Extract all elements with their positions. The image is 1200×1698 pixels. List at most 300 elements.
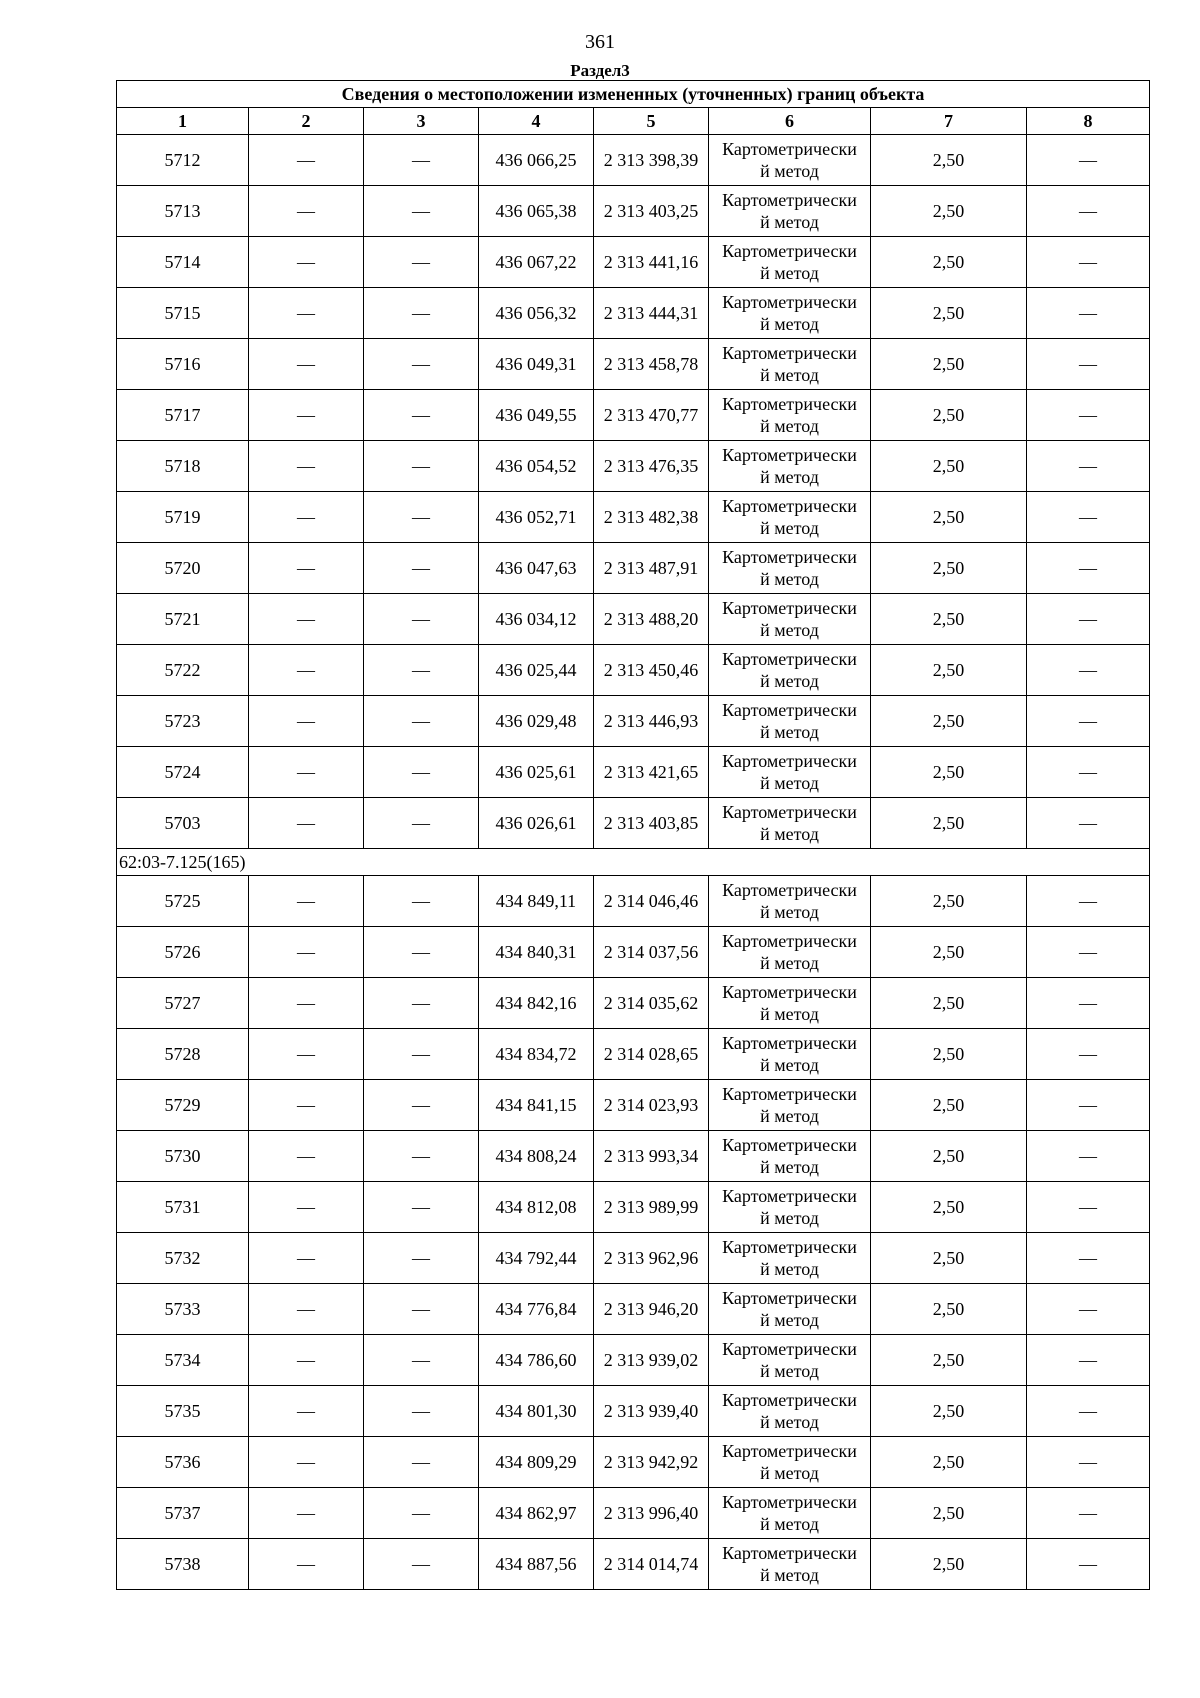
accuracy-cell: 2,50 bbox=[871, 1386, 1027, 1437]
method-line2: й метод bbox=[760, 1259, 819, 1279]
table-row bbox=[117, 390, 1150, 441]
column-header: 2 bbox=[249, 108, 364, 135]
y-coordinate-cell: 2 313 962,96 bbox=[594, 1233, 709, 1284]
method-cell bbox=[709, 1131, 871, 1182]
method-line2: й метод bbox=[760, 518, 819, 538]
accuracy-cell: 2,50 bbox=[871, 876, 1027, 927]
table-row bbox=[117, 543, 1150, 594]
col8-cell: — bbox=[1027, 1539, 1150, 1590]
col3-cell: — bbox=[364, 1182, 479, 1233]
y-coordinate-cell: 2 313 441,16 bbox=[594, 237, 709, 288]
col8-cell: — bbox=[1027, 288, 1150, 339]
col3-cell: — bbox=[364, 135, 479, 186]
method-cell bbox=[709, 492, 871, 543]
col2-cell: — bbox=[249, 645, 364, 696]
col2-cell: — bbox=[249, 1488, 364, 1539]
x-coordinate-cell: 434 841,15 bbox=[479, 1080, 594, 1131]
x-coordinate-cell: 436 056,32 bbox=[479, 288, 594, 339]
col3-cell: — bbox=[364, 339, 479, 390]
accuracy-cell: 2,50 bbox=[871, 1284, 1027, 1335]
y-coordinate-cell: 2 313 446,93 bbox=[594, 696, 709, 747]
table-row bbox=[117, 1080, 1150, 1131]
x-coordinate-cell: 434 808,24 bbox=[479, 1131, 594, 1182]
point-number-cell: 5715 bbox=[117, 288, 249, 339]
point-number-cell: 5716 bbox=[117, 339, 249, 390]
x-coordinate-cell: 434 776,84 bbox=[479, 1284, 594, 1335]
point-number-cell: 5734 bbox=[117, 1335, 249, 1386]
col3-cell: — bbox=[364, 1488, 479, 1539]
method-cell bbox=[709, 645, 871, 696]
table-row bbox=[117, 339, 1150, 390]
col2-cell: — bbox=[249, 747, 364, 798]
point-number-cell: 5721 bbox=[117, 594, 249, 645]
method-line2: й метод bbox=[760, 671, 819, 691]
y-coordinate-cell: 2 313 942,92 bbox=[594, 1437, 709, 1488]
method-line1: Картометрически bbox=[722, 241, 857, 261]
accuracy-cell: 2,50 bbox=[871, 594, 1027, 645]
col8-cell: — bbox=[1027, 978, 1150, 1029]
method-line1: Картометрически bbox=[722, 1339, 857, 1359]
col2-cell: — bbox=[249, 1539, 364, 1590]
col2-cell: — bbox=[249, 1284, 364, 1335]
col2-cell: — bbox=[249, 1233, 364, 1284]
x-coordinate-cell: 434 887,56 bbox=[479, 1539, 594, 1590]
table-row bbox=[117, 978, 1150, 1029]
x-coordinate-cell: 436 066,25 bbox=[479, 135, 594, 186]
col2-cell: — bbox=[249, 135, 364, 186]
table-row bbox=[117, 1335, 1150, 1386]
col2-cell: — bbox=[249, 186, 364, 237]
method-line2: й метод bbox=[760, 263, 819, 283]
point-number-cell: 5738 bbox=[117, 1539, 249, 1590]
col3-cell: — bbox=[364, 390, 479, 441]
table-row bbox=[117, 645, 1150, 696]
group-label: 62:03-7.125(165) bbox=[117, 849, 1150, 876]
column-header: 8 bbox=[1027, 108, 1150, 135]
col2-cell: — bbox=[249, 1437, 364, 1488]
method-line1: Картометрически bbox=[722, 139, 857, 159]
col2-cell: — bbox=[249, 1080, 364, 1131]
method-line1: Картометрически bbox=[722, 598, 857, 618]
method-cell bbox=[709, 1284, 871, 1335]
method-line1: Картометрически bbox=[722, 931, 857, 951]
point-number-cell: 5735 bbox=[117, 1386, 249, 1437]
x-coordinate-cell: 436 034,12 bbox=[479, 594, 594, 645]
method-line1: Картометрически bbox=[722, 1441, 857, 1461]
col8-cell: — bbox=[1027, 492, 1150, 543]
accuracy-cell: 2,50 bbox=[871, 390, 1027, 441]
y-coordinate-cell: 2 314 023,93 bbox=[594, 1080, 709, 1131]
method-line2: й метод bbox=[760, 416, 819, 436]
method-line1: Картометрически bbox=[722, 751, 857, 771]
method-line2: й метод bbox=[760, 365, 819, 385]
method-cell bbox=[709, 135, 871, 186]
method-line2: й метод bbox=[760, 722, 819, 742]
col2-cell: — bbox=[249, 798, 364, 849]
table-row bbox=[117, 696, 1150, 747]
table-row bbox=[117, 747, 1150, 798]
point-number-cell: 5727 bbox=[117, 978, 249, 1029]
method-line2: й метод bbox=[760, 1361, 819, 1381]
method-cell bbox=[709, 237, 871, 288]
col2-cell: — bbox=[249, 390, 364, 441]
column-header: 4 bbox=[479, 108, 594, 135]
method-line2: й метод bbox=[760, 773, 819, 793]
x-coordinate-cell: 434 792,44 bbox=[479, 1233, 594, 1284]
col8-cell: — bbox=[1027, 1131, 1150, 1182]
point-number-cell: 5717 bbox=[117, 390, 249, 441]
method-line1: Картометрически bbox=[722, 292, 857, 312]
method-line1: Картометрически bbox=[722, 700, 857, 720]
method-line1: Картометрически bbox=[722, 1186, 857, 1206]
method-line1: Картометрически bbox=[722, 1237, 857, 1257]
method-cell bbox=[709, 441, 871, 492]
method-cell bbox=[709, 1488, 871, 1539]
method-line2: й метод bbox=[760, 620, 819, 640]
y-coordinate-cell: 2 313 996,40 bbox=[594, 1488, 709, 1539]
col2-cell: — bbox=[249, 927, 364, 978]
col8-cell: — bbox=[1027, 1335, 1150, 1386]
col8-cell: — bbox=[1027, 594, 1150, 645]
col8-cell: — bbox=[1027, 1080, 1150, 1131]
accuracy-cell: 2,50 bbox=[871, 1131, 1027, 1182]
table-caption: Сведения о местоположении измененных (уточненных) границ объекта bbox=[117, 81, 1150, 108]
method-line1: Картометрически bbox=[722, 343, 857, 363]
method-line2: й метод bbox=[760, 161, 819, 181]
method-line1: Картометрически bbox=[722, 496, 857, 516]
accuracy-cell: 2,50 bbox=[871, 441, 1027, 492]
x-coordinate-cell: 436 025,61 bbox=[479, 747, 594, 798]
point-number-cell: 5720 bbox=[117, 543, 249, 594]
accuracy-cell: 2,50 bbox=[871, 1539, 1027, 1590]
accuracy-cell: 2,50 bbox=[871, 1437, 1027, 1488]
method-line1: Картометрически bbox=[722, 802, 857, 822]
method-line2: й метод bbox=[760, 212, 819, 232]
y-coordinate-cell: 2 313 470,77 bbox=[594, 390, 709, 441]
col3-cell: — bbox=[364, 288, 479, 339]
column-header: 3 bbox=[364, 108, 479, 135]
table-row bbox=[117, 1386, 1150, 1437]
method-cell bbox=[709, 1233, 871, 1284]
accuracy-cell: 2,50 bbox=[871, 237, 1027, 288]
y-coordinate-cell: 2 313 450,46 bbox=[594, 645, 709, 696]
accuracy-cell: 2,50 bbox=[871, 1335, 1027, 1386]
col2-cell: — bbox=[249, 1131, 364, 1182]
col8-cell: — bbox=[1027, 927, 1150, 978]
group-label-row bbox=[117, 849, 1150, 876]
method-cell bbox=[709, 543, 871, 594]
method-line1: Картометрически bbox=[722, 190, 857, 210]
accuracy-cell: 2,50 bbox=[871, 288, 1027, 339]
y-coordinate-cell: 2 313 476,35 bbox=[594, 441, 709, 492]
table-row bbox=[117, 1131, 1150, 1182]
method-line2: й метод bbox=[760, 569, 819, 589]
col8-cell: — bbox=[1027, 237, 1150, 288]
method-cell bbox=[709, 1437, 871, 1488]
col3-cell: — bbox=[364, 492, 479, 543]
col2-cell: — bbox=[249, 441, 364, 492]
col8-cell: — bbox=[1027, 135, 1150, 186]
y-coordinate-cell: 2 314 037,56 bbox=[594, 927, 709, 978]
point-number-cell: 5713 bbox=[117, 186, 249, 237]
col2-cell: — bbox=[249, 594, 364, 645]
point-number-cell: 5726 bbox=[117, 927, 249, 978]
column-header: 7 bbox=[871, 108, 1027, 135]
method-line1: Картометрически bbox=[722, 547, 857, 567]
accuracy-cell: 2,50 bbox=[871, 135, 1027, 186]
method-cell bbox=[709, 288, 871, 339]
accuracy-cell: 2,50 bbox=[871, 798, 1027, 849]
accuracy-cell: 2,50 bbox=[871, 1080, 1027, 1131]
accuracy-cell: 2,50 bbox=[871, 645, 1027, 696]
column-header: 5 bbox=[594, 108, 709, 135]
y-coordinate-cell: 2 314 046,46 bbox=[594, 876, 709, 927]
x-coordinate-cell: 434 834,72 bbox=[479, 1029, 594, 1080]
col3-cell: — bbox=[364, 1437, 479, 1488]
col3-cell: — bbox=[364, 1131, 479, 1182]
table-row bbox=[117, 237, 1150, 288]
x-coordinate-cell: 436 025,44 bbox=[479, 645, 594, 696]
col8-cell: — bbox=[1027, 1029, 1150, 1080]
col3-cell: — bbox=[364, 543, 479, 594]
point-number-cell: 5733 bbox=[117, 1284, 249, 1335]
col3-cell: — bbox=[364, 978, 479, 1029]
y-coordinate-cell: 2 313 488,20 bbox=[594, 594, 709, 645]
method-line2: й метод bbox=[760, 1157, 819, 1177]
method-cell bbox=[709, 798, 871, 849]
y-coordinate-cell: 2 314 028,65 bbox=[594, 1029, 709, 1080]
method-line2: й метод bbox=[760, 1514, 819, 1534]
column-header: 1 bbox=[117, 108, 249, 135]
table-row bbox=[117, 288, 1150, 339]
col2-cell: — bbox=[249, 978, 364, 1029]
method-cell bbox=[709, 1029, 871, 1080]
method-line1: Картометрически bbox=[722, 1543, 857, 1563]
col2-cell: — bbox=[249, 1182, 364, 1233]
accuracy-cell: 2,50 bbox=[871, 492, 1027, 543]
point-number-cell: 5714 bbox=[117, 237, 249, 288]
col8-cell: — bbox=[1027, 798, 1150, 849]
method-cell bbox=[709, 1335, 871, 1386]
col3-cell: — bbox=[364, 441, 479, 492]
method-line2: й метод bbox=[760, 953, 819, 973]
y-coordinate-cell: 2 313 487,91 bbox=[594, 543, 709, 594]
x-coordinate-cell: 434 862,97 bbox=[479, 1488, 594, 1539]
y-coordinate-cell: 2 313 939,02 bbox=[594, 1335, 709, 1386]
method-cell bbox=[709, 339, 871, 390]
method-line1: Картометрически bbox=[722, 982, 857, 1002]
col8-cell: — bbox=[1027, 390, 1150, 441]
method-line1: Картометрически bbox=[722, 649, 857, 669]
col2-cell: — bbox=[249, 237, 364, 288]
col8-cell: — bbox=[1027, 876, 1150, 927]
method-line1: Картометрически bbox=[722, 880, 857, 900]
table-row bbox=[117, 798, 1150, 849]
col2-cell: — bbox=[249, 339, 364, 390]
y-coordinate-cell: 2 313 421,65 bbox=[594, 747, 709, 798]
table-row bbox=[117, 1029, 1150, 1080]
accuracy-cell: 2,50 bbox=[871, 978, 1027, 1029]
point-number-cell: 5729 bbox=[117, 1080, 249, 1131]
col8-cell: — bbox=[1027, 747, 1150, 798]
accuracy-cell: 2,50 bbox=[871, 1182, 1027, 1233]
col3-cell: — bbox=[364, 186, 479, 237]
col8-cell: — bbox=[1027, 1488, 1150, 1539]
method-cell bbox=[709, 876, 871, 927]
x-coordinate-cell: 434 801,30 bbox=[479, 1386, 594, 1437]
y-coordinate-cell: 2 313 993,34 bbox=[594, 1131, 709, 1182]
point-number-cell: 5728 bbox=[117, 1029, 249, 1080]
col3-cell: — bbox=[364, 1080, 479, 1131]
point-number-cell: 5718 bbox=[117, 441, 249, 492]
method-line2: й метод bbox=[760, 1208, 819, 1228]
method-line1: Картометрически bbox=[722, 1390, 857, 1410]
y-coordinate-cell: 2 313 458,78 bbox=[594, 339, 709, 390]
table-row bbox=[117, 186, 1150, 237]
x-coordinate-cell: 436 052,71 bbox=[479, 492, 594, 543]
x-coordinate-cell: 436 049,31 bbox=[479, 339, 594, 390]
col8-cell: — bbox=[1027, 186, 1150, 237]
y-coordinate-cell: 2 313 989,99 bbox=[594, 1182, 709, 1233]
point-number-cell: 5722 bbox=[117, 645, 249, 696]
col8-cell: — bbox=[1027, 1284, 1150, 1335]
col8-cell: — bbox=[1027, 1437, 1150, 1488]
col8-cell: — bbox=[1027, 441, 1150, 492]
x-coordinate-cell: 434 786,60 bbox=[479, 1335, 594, 1386]
method-line1: Картометрически bbox=[722, 1084, 857, 1104]
method-line2: й метод bbox=[760, 1565, 819, 1585]
method-line2: й метод bbox=[760, 1004, 819, 1024]
col3-cell: — bbox=[364, 1335, 479, 1386]
col2-cell: — bbox=[249, 543, 364, 594]
method-cell bbox=[709, 747, 871, 798]
x-coordinate-cell: 436 054,52 bbox=[479, 441, 594, 492]
col3-cell: — bbox=[364, 645, 479, 696]
col3-cell: — bbox=[364, 1386, 479, 1437]
y-coordinate-cell: 2 313 444,31 bbox=[594, 288, 709, 339]
col2-cell: — bbox=[249, 696, 364, 747]
table-row bbox=[117, 1437, 1150, 1488]
y-coordinate-cell: 2 314 035,62 bbox=[594, 978, 709, 1029]
method-line1: Картометрически bbox=[722, 1492, 857, 1512]
accuracy-cell: 2,50 bbox=[871, 1029, 1027, 1080]
table-row bbox=[117, 594, 1150, 645]
accuracy-cell: 2,50 bbox=[871, 927, 1027, 978]
col8-cell: — bbox=[1027, 645, 1150, 696]
col8-cell: — bbox=[1027, 1386, 1150, 1437]
col3-cell: — bbox=[364, 696, 479, 747]
section-title: Раздел3 bbox=[570, 61, 630, 80]
col3-cell: — bbox=[364, 594, 479, 645]
col8-cell: — bbox=[1027, 696, 1150, 747]
y-coordinate-cell: 2 313 482,38 bbox=[594, 492, 709, 543]
point-number-cell: 5719 bbox=[117, 492, 249, 543]
col3-cell: — bbox=[364, 1284, 479, 1335]
accuracy-cell: 2,50 bbox=[871, 1233, 1027, 1284]
method-line2: й метод bbox=[760, 1055, 819, 1075]
col3-cell: — bbox=[364, 1233, 479, 1284]
table-caption-row bbox=[117, 81, 1150, 108]
method-line2: й метод bbox=[760, 824, 819, 844]
point-number-cell: 5725 bbox=[117, 876, 249, 927]
col3-cell: — bbox=[364, 876, 479, 927]
x-coordinate-cell: 434 812,08 bbox=[479, 1182, 594, 1233]
col3-cell: — bbox=[364, 1029, 479, 1080]
col2-cell: — bbox=[249, 1335, 364, 1386]
method-cell bbox=[709, 1386, 871, 1437]
table-row bbox=[117, 1284, 1150, 1335]
y-coordinate-cell: 2 313 403,85 bbox=[594, 798, 709, 849]
column-header: 6 bbox=[709, 108, 871, 135]
method-line1: Картометрически bbox=[722, 1135, 857, 1155]
method-line2: й метод bbox=[760, 314, 819, 334]
y-coordinate-cell: 2 313 939,40 bbox=[594, 1386, 709, 1437]
method-line1: Картометрически bbox=[722, 394, 857, 414]
table-row bbox=[117, 441, 1150, 492]
method-cell bbox=[709, 390, 871, 441]
table-row bbox=[117, 492, 1150, 543]
x-coordinate-cell: 434 849,11 bbox=[479, 876, 594, 927]
method-line2: й метод bbox=[760, 902, 819, 922]
method-cell bbox=[709, 927, 871, 978]
col2-cell: — bbox=[249, 1029, 364, 1080]
table-row bbox=[117, 927, 1150, 978]
col8-cell: — bbox=[1027, 339, 1150, 390]
table-row bbox=[117, 135, 1150, 186]
method-cell bbox=[709, 1080, 871, 1131]
column-header-row bbox=[117, 108, 1150, 135]
table-row bbox=[117, 876, 1150, 927]
col3-cell: — bbox=[364, 927, 479, 978]
accuracy-cell: 2,50 bbox=[871, 339, 1027, 390]
x-coordinate-cell: 436 065,38 bbox=[479, 186, 594, 237]
y-coordinate-cell: 2 313 398,39 bbox=[594, 135, 709, 186]
accuracy-cell: 2,50 bbox=[871, 543, 1027, 594]
point-number-cell: 5737 bbox=[117, 1488, 249, 1539]
accuracy-cell: 2,50 bbox=[871, 1488, 1027, 1539]
x-coordinate-cell: 434 840,31 bbox=[479, 927, 594, 978]
method-line2: й метод bbox=[760, 1412, 819, 1432]
point-number-cell: 5723 bbox=[117, 696, 249, 747]
col8-cell: — bbox=[1027, 1182, 1150, 1233]
y-coordinate-cell: 2 313 946,20 bbox=[594, 1284, 709, 1335]
x-coordinate-cell: 436 049,55 bbox=[479, 390, 594, 441]
point-number-cell: 5703 bbox=[117, 798, 249, 849]
table-row bbox=[117, 1488, 1150, 1539]
method-cell bbox=[709, 1182, 871, 1233]
col3-cell: — bbox=[364, 1539, 479, 1590]
accuracy-cell: 2,50 bbox=[871, 747, 1027, 798]
page-number: 361 bbox=[585, 31, 615, 53]
col3-cell: — bbox=[364, 747, 479, 798]
method-line2: й метод bbox=[760, 467, 819, 487]
accuracy-cell: 2,50 bbox=[871, 186, 1027, 237]
coordinates-table bbox=[116, 80, 1150, 1590]
y-coordinate-cell: 2 313 403,25 bbox=[594, 186, 709, 237]
method-cell bbox=[709, 1539, 871, 1590]
col3-cell: — bbox=[364, 237, 479, 288]
x-coordinate-cell: 436 029,48 bbox=[479, 696, 594, 747]
point-number-cell: 5724 bbox=[117, 747, 249, 798]
x-coordinate-cell: 436 047,63 bbox=[479, 543, 594, 594]
point-number-cell: 5731 bbox=[117, 1182, 249, 1233]
method-line1: Картометрически bbox=[722, 1033, 857, 1053]
col2-cell: — bbox=[249, 1386, 364, 1437]
method-line1: Картометрически bbox=[722, 1288, 857, 1308]
table-row bbox=[117, 1182, 1150, 1233]
col2-cell: — bbox=[249, 876, 364, 927]
method-cell bbox=[709, 186, 871, 237]
